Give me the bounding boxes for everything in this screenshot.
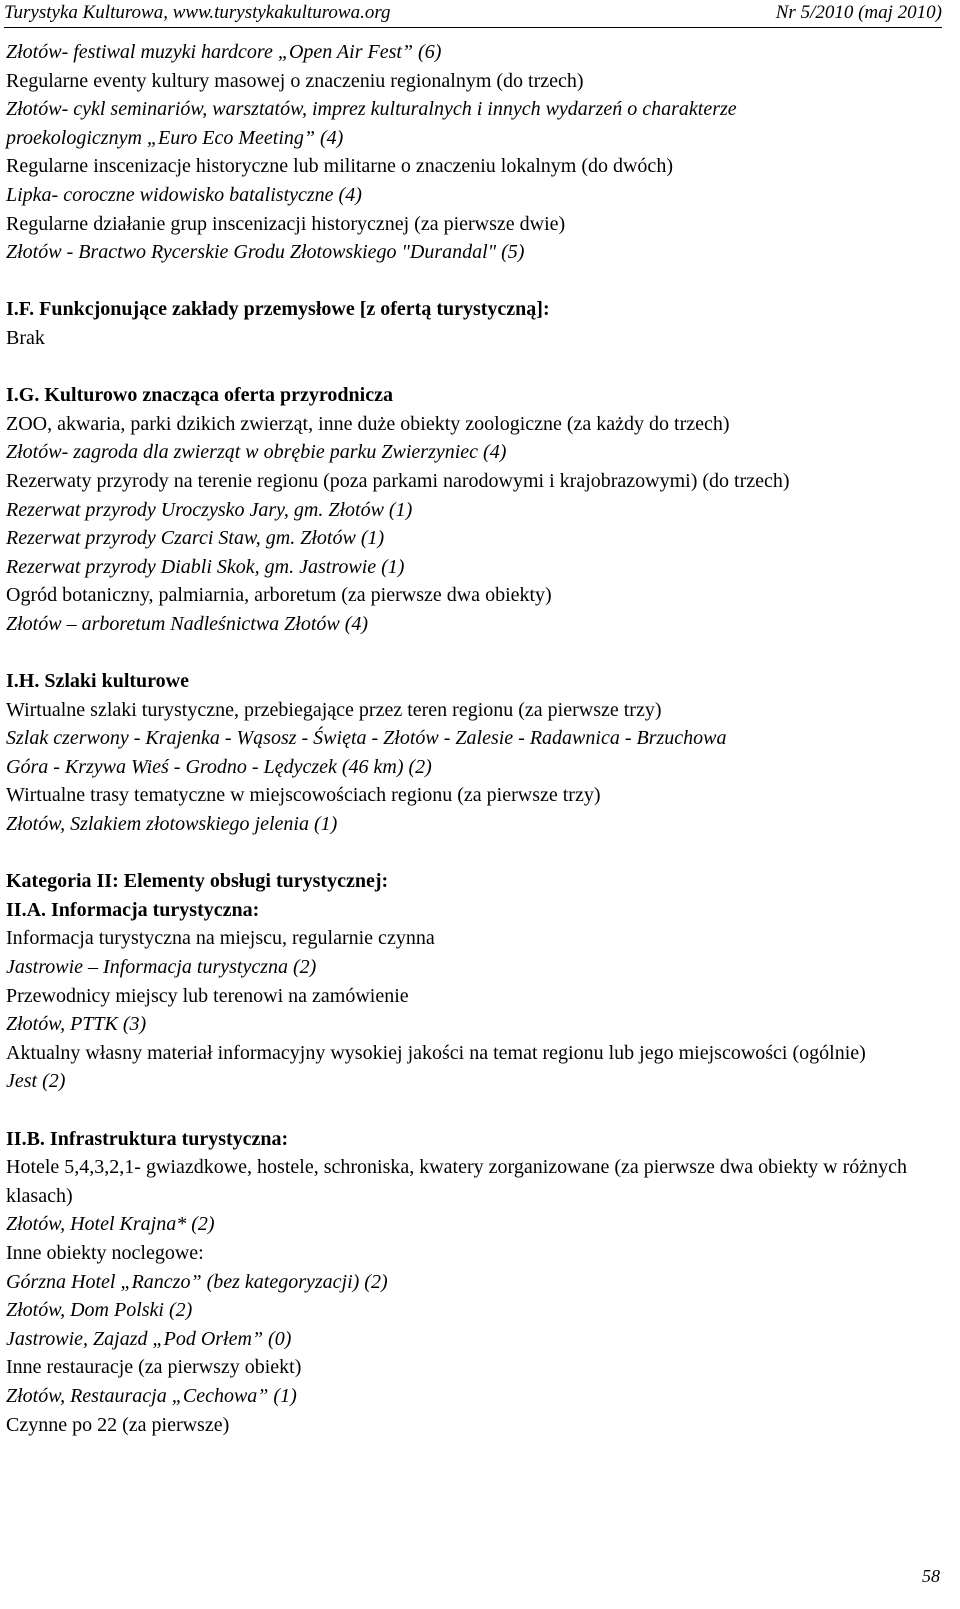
- text-line: Przewodnicy miejscy lub terenowi na zamówienie: [6, 984, 409, 1007]
- text-line: Hotele 5,4,3,2,1- gwiazdkowe, hostele, schroniska, kwatery zorganizowane (za pierwsze dwa obiekty w różnych klasach): [6, 1156, 907, 1207]
- page-number: 58: [922, 1566, 940, 1586]
- spacer: [6, 267, 946, 296]
- section-heading: I.G. Kulturowo znacząca oferta przyrodnicza: [6, 384, 393, 407]
- section-heading: I.F. Funkcjonujące zakłady przemysłowe [z ofertą turystyczną]:: [6, 298, 550, 321]
- text-line: Regularne inscenizacje historyczne lub militarne o znaczeniu lokalnym (do dwóch): [6, 155, 673, 178]
- text-line: Czynne po 22 (za pierwsze): [6, 1413, 230, 1436]
- text-line: Jastrowie – Informacja turystyczna (2): [6, 956, 317, 978]
- section-heading: I.H. Szlaki kulturowe: [6, 670, 189, 693]
- text-line: Złotów- zagroda dla zwierząt w obrębie parku Zwierzyniec (4): [6, 441, 507, 464]
- text-line: Złotów, Hotel Krajna* (2): [6, 1213, 215, 1236]
- text-line: Ogród botaniczny, palmiarnia, arboretum (za pierwsze dwa obiekty): [6, 584, 552, 607]
- text-line: Szlak czerwony - Krajenka - Wąsosz - Święta - Złotów - Zalesie - Radawnica - Brzuchowa: [6, 727, 727, 750]
- text-line: Aktualny własny materiał informacyjny wysokiej jakości na temat regionu lub jego miejscowości (ogólnie): [6, 1041, 866, 1064]
- header-rule: [4, 27, 942, 28]
- text-line: Złotów, Restauracja „Cechowa” (1): [6, 1384, 297, 1407]
- text-line: Złotów - Bractwo Rycerskie Grodu Złotowskiego "Durandal" (5): [6, 241, 525, 264]
- text-line: Brak: [6, 326, 45, 349]
- text-line: Regularne eventy kultury masowej o znaczeniu regionalnym (do trzech): [6, 69, 584, 92]
- running-header: [0, 0, 960, 30]
- text-line: Rezerwat przyrody Diabli Skok, gm. Jastrowie (1): [6, 555, 405, 578]
- text-line: Góra - Krzywa Wieś - Grodno - Lędyczek (46 km) (2): [6, 755, 432, 778]
- page-body: [6, 38, 946, 1439]
- text-line: Złotów, Dom Polski (2): [6, 1299, 193, 1322]
- text-line: Lipka- coroczne widowisko batalistyczne (4): [6, 183, 362, 206]
- text-line: Złotów, Szlakiem złotowskiego jelenia (1): [6, 813, 338, 836]
- spacer: [6, 839, 946, 868]
- text-line: Jastrowie, Zajazd „Pod Orłem” (0): [6, 1327, 292, 1350]
- text-line: Inne restauracje (za pierwszy obiekt): [6, 1356, 302, 1379]
- text-line: Informacja turystyczna na miejscu, regularnie czynna: [6, 927, 435, 950]
- text-line: proekologicznym „Euro Eco Meeting” (4): [6, 126, 344, 149]
- text-line: Złotów- festiwal muzyki hardcore „Open Air Fest” (6): [6, 41, 442, 63]
- text-line: Inne obiekty noclegowe:: [6, 1241, 204, 1264]
- text-line: Górzna Hotel „Ranczo” (bez kategoryzacji) (2): [6, 1270, 388, 1293]
- spacer: [6, 1096, 946, 1125]
- category-heading: Kategoria II: Elementy obsługi turystycznej:: [6, 870, 389, 893]
- journal-title: Turystyka Kulturowa, www.turystykakulturowa.org: [4, 2, 391, 23]
- text-line: Rezerwat przyrody Czarci Staw, gm. Złotów (1): [6, 527, 385, 550]
- text-line: ZOO, akwaria, parki dzikich zwierząt, inne duże obiekty zoologiczne (za każdy do trzech): [6, 412, 730, 435]
- text-line: Złotów, PTTK (3): [6, 1013, 147, 1036]
- text-line: Złotów- cykl seminariów, warsztatów, imprez kulturalnych i innych wydarzeń o charakterze: [6, 98, 737, 121]
- text-line: Rezerwaty przyrody na terenie regionu (poza parkami narodowymi i krajobrazowymi) (do trzech): [6, 469, 790, 492]
- section-heading: II.A. Informacja turystyczna:: [6, 898, 260, 921]
- text-line: Złotów – arboretum Nadleśnictwa Złotów (4): [6, 612, 369, 635]
- text-line: Wirtualne szlaki turystyczne, przebiegające przez teren regionu (za pierwsze trzy): [6, 698, 662, 721]
- text-line: Regularne działanie grup inscenizacji historycznej (za pierwsze dwie): [6, 212, 566, 235]
- text-line: Rezerwat przyrody Uroczysko Jary, gm. Złotów (1): [6, 498, 413, 521]
- spacer: [6, 353, 946, 382]
- spacer: [6, 638, 946, 667]
- section-heading: II.B. Infrastruktura turystyczna:: [6, 1127, 289, 1150]
- issue-number: Nr 5/2010 (maj 2010): [775, 2, 942, 23]
- text-line: Jest (2): [6, 1070, 66, 1093]
- text-line: Wirtualne trasy tematyczne w miejscowościach regionu (za pierwsze trzy): [6, 784, 601, 807]
